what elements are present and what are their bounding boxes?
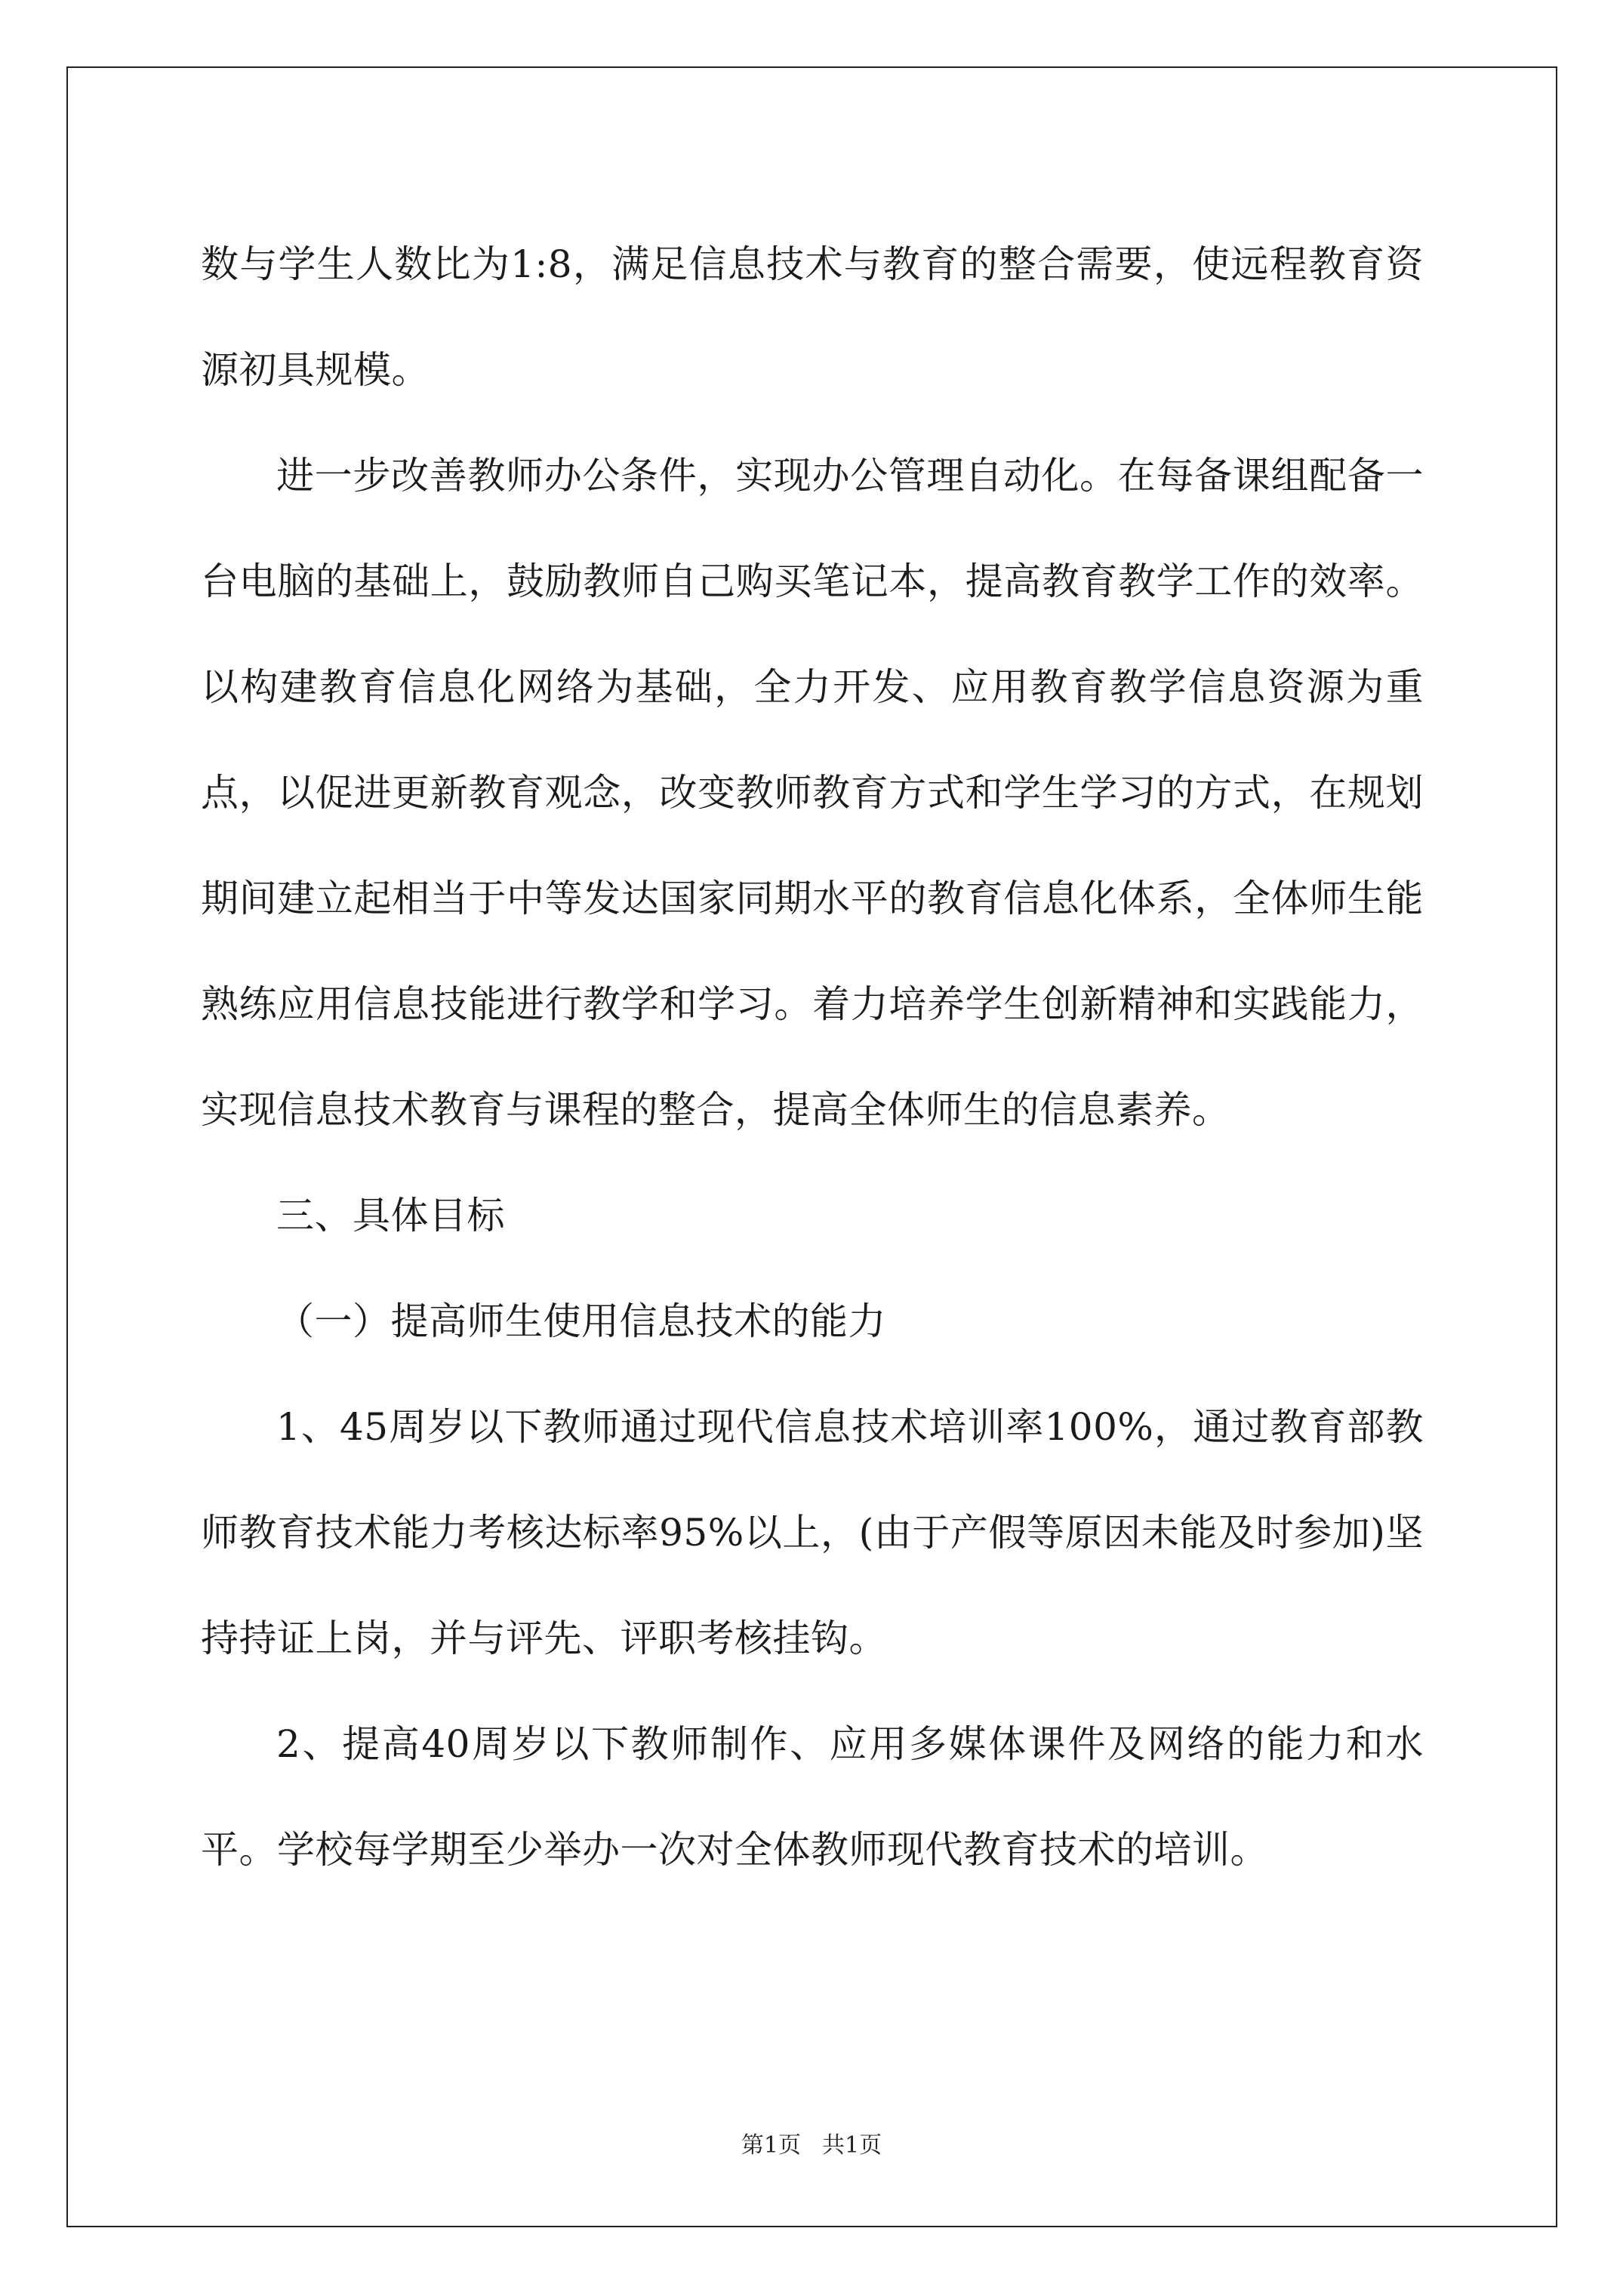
document-body [201,211,1424,1903]
subsection-heading-it-ability: （一）提高师生使用信息技术的能力 [276,1299,886,1343]
page-number: 第1页 [741,2132,801,2159]
paragraph-continued: 数与学生人数比为1:8，满足信息技术与教育的整合需要，使远程教育资源初具规模。 [201,242,1424,392]
paragraph-goal-1: 1、45周岁以下教师通过现代信息技术培训率100%，通过教育部教师教育技术能力考核达标率95%以上，(由于产假等原因未能及时参加)坚持持证上岗，并与评先、评职考核挂钩。 [201,1405,1424,1660]
section-heading-specific-goals: 三、具体目标 [276,1194,505,1237]
paragraph-goal-2: 2、提高40周岁以下教师制作、应用多媒体课件及网络的能力和水平。学校每学期至少举办一次对全体教师现代教育技术的培训。 [201,1722,1424,1872]
page-total: 共1页 [822,2132,882,2159]
page-footer [0,2131,1623,2161]
paragraph-office-conditions: 进一步改善教师办公条件，实现办公管理自动化。在每备课组配备一台电脑的基础上，鼓励教师自己购买笔记本，提高教育教学工作的效率。以构建教育信息化网络为基础，全力开发、应用教育教学信息资源为重点，以促进更新教育观念，改变教师教育方式和学生学习的方式，在规划期间建立起相当于中等发达国家同期水平的教育信息化体系，全体师生能熟练应用信息技能进行教学和学习。着力培养学生创新精神和实践能力，实现信息技术教育与课程的整合，提高全体师生的信息素养。 [201,454,1424,1132]
